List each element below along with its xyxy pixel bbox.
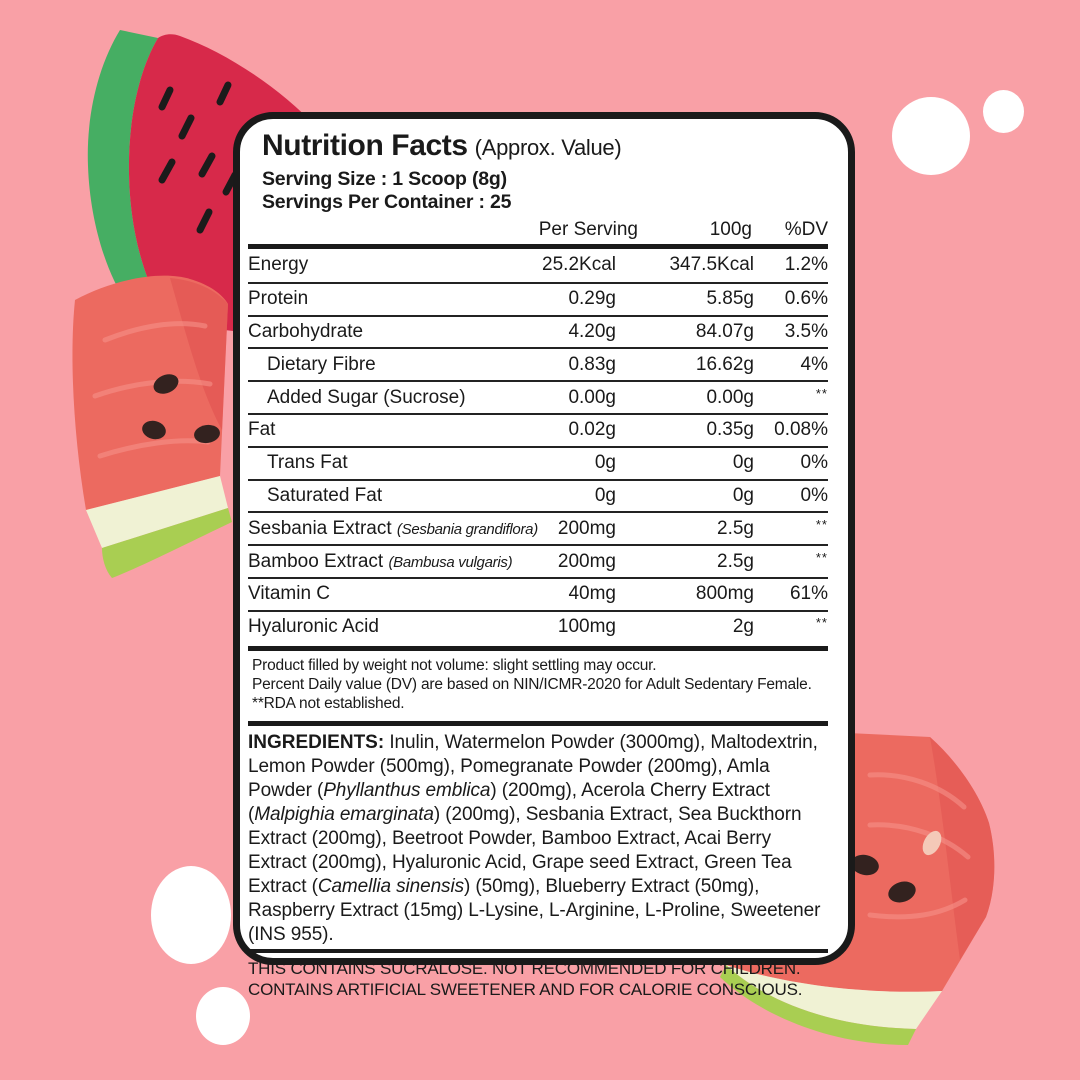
nutrient-name: Carbohydrate (248, 320, 364, 342)
nutrient-latin-name: (Bambusa vulgaris) (388, 553, 513, 571)
bubble-circle (892, 97, 970, 175)
value-dv: ** (815, 615, 828, 631)
ingredients-text (248, 732, 820, 945)
ingredient-list-segment: ) (200mg), Acerola Cherry Extract ( (248, 779, 770, 825)
value-per-serving: 40mg (568, 583, 616, 605)
value-dv: 61% (789, 583, 828, 605)
value-dv: ** (815, 549, 828, 565)
ingredient-list-segment: Inulin, Watermelon Powder (3000mg), Maltodextrin, Lemon Powder (500mg), Pomegranate Powder (200mg), Amla Powder ( (248, 731, 818, 801)
ingredients-label: INGREDIENTS: (248, 731, 385, 753)
value-per-100g: 347.5Kcal (669, 254, 754, 276)
value-per-100g: 2g (732, 616, 754, 638)
nutrient-latin-name: (Sesbania grandiflora) (396, 520, 538, 538)
value-per-serving: 0.02g (568, 419, 616, 441)
nutrient-row (248, 413, 828, 446)
thick-divider (248, 721, 828, 726)
value-per-serving: 0.83g (568, 353, 616, 375)
value-dv: ** (815, 385, 828, 401)
value-per-serving: 100mg (557, 616, 616, 638)
nutrient-row (248, 511, 828, 544)
nutrient-name: Protein (248, 288, 309, 310)
value-dv: 0.6% (784, 288, 828, 310)
nutrient-name: Hyaluronic Acid (248, 616, 379, 638)
value-dv: 0.08% (774, 419, 828, 441)
serving-size: Serving Size : 1 Scoop (8g) (262, 168, 507, 190)
value-per-100g: 0g (732, 452, 754, 474)
value-dv: 0% (800, 452, 828, 474)
nutrient-name: Vitamin C (248, 583, 331, 605)
label-title: Nutrition Facts (262, 129, 468, 162)
nutrient-name: Dietary Fibre (267, 353, 376, 375)
nutrient-name: Trans Fat (267, 452, 348, 474)
nutrient-row (248, 479, 828, 512)
column-header-100g: 100g (709, 219, 752, 240)
value-per-100g: 84.07g (695, 320, 754, 342)
nutrient-row (248, 315, 828, 348)
column-headers (248, 217, 828, 241)
value-dv: 1.2% (784, 254, 828, 276)
value-dv: ** (815, 516, 828, 532)
nutrient-name: Energy (248, 254, 309, 276)
nutrient-row (248, 446, 828, 479)
value-per-serving: 0g (594, 484, 616, 506)
nutrient-row (248, 544, 828, 577)
value-dv: 0% (800, 484, 828, 506)
nutrient-row (248, 610, 828, 643)
value-per-100g: 0.35g (706, 419, 754, 441)
nutrient-name: Saturated Fat (267, 484, 383, 506)
warning-line: CONTAINS ARTIFICIAL SWEETENER AND FOR CALORIE CONSCIOUS. (248, 980, 803, 1000)
value-per-serving: 200mg (557, 550, 616, 572)
medium-divider (248, 949, 828, 953)
bubble-circle (196, 987, 250, 1045)
nutrition-facts-label (233, 112, 855, 1000)
label-title-note: (Approx. Value) (474, 135, 622, 160)
value-per-serving: 0g (594, 452, 616, 474)
ingredient-latin-name: Phyllanthus emblica (323, 779, 491, 801)
column-header-per-serving: Per Serving (538, 219, 638, 240)
footnote-line: **RDA not established. (252, 694, 405, 712)
ingredient-latin-name: Camellia sinensis (317, 875, 464, 897)
nutrient-row (248, 347, 828, 380)
value-per-100g: 2.5g (717, 517, 754, 539)
nutrient-name: Fat (248, 419, 276, 441)
ingredient-list-segment: ) (200mg), Sesbania Extract, Sea Buckthorn Extract (200mg), Beetroot Powder, Bamboo Extract, Acai Berry Extract (200mg), Hyaluronic Acid, Grape seed Extract, Green Tea Extract ( (248, 803, 802, 897)
value-per-100g: 5.85g (706, 288, 754, 310)
value-dv: 3.5% (784, 320, 828, 342)
warning-statement (248, 958, 828, 1001)
value-per-serving: 0.00g (568, 386, 616, 408)
nutrient-table (248, 249, 828, 643)
column-header-dv: %DV (784, 219, 828, 240)
nutrient-row (248, 380, 828, 413)
ingredients-paragraph (248, 731, 828, 947)
value-per-100g: 16.62g (695, 353, 754, 375)
footnote-line: Percent Daily value (DV) are based on NIN/ICMR-2020 for Adult Sedentary Female. (252, 675, 812, 693)
value-per-serving: 200mg (557, 517, 616, 539)
label-header (262, 129, 828, 214)
warning-line: THIS CONTAINS SUCRALOSE. NOT RECOMMENDED FOR CHILDREN. (248, 958, 801, 978)
value-per-serving: 0.29g (568, 288, 616, 310)
servings-per-container: Servings Per Container : 25 (262, 191, 512, 213)
bubble-circle (983, 90, 1024, 133)
nutrient-row (248, 577, 828, 610)
nutrient-name: Sesbania Extract (Sesbania grandiflora) (248, 517, 538, 539)
nutrient-name: Added Sugar (Sucrose) (267, 386, 466, 408)
bubble-circle (151, 866, 231, 964)
nutrient-row (248, 249, 828, 282)
nutrient-name: Bamboo Extract (Bambusa vulgaris) (248, 550, 513, 572)
footnotes (248, 651, 828, 718)
value-per-serving: 25.2Kcal (542, 254, 616, 276)
value-dv: 4% (800, 353, 828, 375)
watermelon-slice-left (50, 270, 245, 592)
value-per-100g: 800mg (695, 583, 754, 605)
ingredient-latin-name: Malpighia emarginata (254, 803, 434, 825)
value-per-100g: 2.5g (717, 550, 754, 572)
nutrient-row (248, 282, 828, 315)
footnote-line: Product filled by weight not volume: slight settling may occur. (252, 656, 657, 674)
value-per-100g: 0g (732, 484, 754, 506)
value-per-100g: 0.00g (706, 386, 754, 408)
ingredient-list-segment: ) (50mg), Blueberry Extract (50mg), Raspberry Extract (15mg) L-Lysine, L-Arginine, L-Proline, Sweetener (INS 955). (248, 875, 821, 945)
value-per-serving: 4.20g (568, 320, 616, 342)
